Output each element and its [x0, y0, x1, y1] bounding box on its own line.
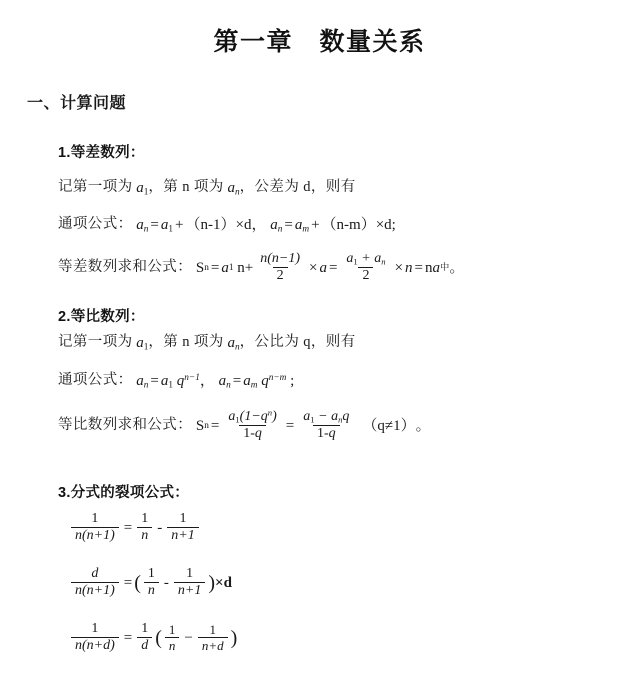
line-arith-general-term	[58, 217, 396, 234]
arith-sum-label: 等差数列求和公式：	[58, 258, 193, 275]
geo-sum-formula: S n = $\frac{a_1(1-q^n)}{1-q}$ = $\frac{a_1 - a_nq}{1-q}$ （q≠1） 。	[195, 407, 431, 442]
subheading-geometric-sequence: 2.等比数列：	[58, 309, 145, 325]
symbol-a-nth: $a_n$	[227, 180, 240, 198]
symbol-a-nth-geo: $a_n$	[227, 335, 240, 353]
pf3-right-paren: )	[230, 626, 238, 649]
formula-partial-fraction-2	[68, 567, 232, 599]
pf2-lhs-fraction: $\frac{d}{n(n+1)}$	[71, 567, 119, 599]
subheading-arithmetic-sequence: 1.等差数列：	[58, 145, 145, 161]
geo-definition-tail-1: ，第 n 项为	[148, 334, 224, 351]
fraction-a1-minus-anq-over-1-minus-q: $\frac{a_1 - a_nq}{1-q}$	[303, 409, 350, 442]
line-geo-general-term	[58, 373, 294, 390]
symbol-a-first: $a_1$	[136, 180, 149, 198]
pf2-suffix: ×d	[215, 574, 232, 591]
formula-partial-fraction-3	[68, 622, 237, 654]
line-arith-sum	[58, 252, 464, 284]
geo-definition-tail-2: ，公比为 q，则有	[239, 334, 356, 351]
arith-definition-tail-2: ，公差为 d，则有	[239, 179, 356, 196]
geo-general-term-label: 通项公式：	[58, 372, 133, 389]
pf1-lhs-fraction: $\frac{1}{n(n+1)}$	[71, 512, 119, 544]
pf3-term1-fraction: $\frac{1}{n}$	[165, 623, 180, 653]
geo-sum-label: 等比数列求和公式：	[58, 416, 193, 433]
line-geo-sum	[58, 407, 431, 442]
arith-definition-tail-1: ，第 n 项为	[148, 179, 224, 196]
pf1-minus: -	[157, 519, 163, 536]
pf2-left-paren: (	[134, 571, 141, 594]
pf2-minus: -	[163, 574, 169, 591]
pf3-minus: −	[184, 629, 193, 646]
pf2-term2-fraction: $\frac{1}{n+1}$	[174, 567, 205, 599]
pf2-equals: =	[123, 574, 133, 591]
pf3-equals: =	[123, 629, 133, 646]
pf3-left-paren: (	[155, 626, 162, 649]
arith-definition-label: 记第一项为	[58, 179, 133, 196]
arith-general-term-label: 通项公式：	[58, 216, 133, 233]
formula-partial-fraction-1	[68, 512, 202, 544]
page-title: 第一章 数量关系	[213, 29, 426, 56]
pf1-term1-fraction: $\frac{1}{n}$	[137, 512, 152, 544]
pf3-coefficient-fraction: $\frac{1}{d}$	[137, 622, 152, 654]
section-heading-calculation: 一、计算问题	[27, 95, 127, 112]
symbol-a-first-geo: $a_1$	[136, 335, 149, 353]
pf3-lhs-fraction: $\frac{1}{n(n+d)}$	[71, 622, 119, 654]
fraction-a1-1-minus-qn-over-1-minus-q: $\frac{a_1(1-q^n)}{1-q}$	[228, 407, 277, 442]
pf1-lhs-denominator: n(n+1)	[71, 527, 119, 543]
arith-sum-formula: S n = a 1 n+ $\frac{n(n-1)}{2}$ × a = $\frac{a_1 + a_n}{2}$ × n = n a 中 。	[195, 251, 465, 284]
arith-general-term-formula: $a_n = a_1 + (n-1)\times d$， $a_n = a_m + (n-m)\times d$;	[136, 217, 396, 235]
geo-sum-condition: （q≠1）	[362, 417, 416, 434]
geo-general-term-formula: $a_n = a_1$ $q^{n-1}$， $a_n = a_m$ $q^{n-m}$ ;	[136, 373, 295, 391]
pf1-term2-fraction: $\frac{1}{n+1}$	[167, 512, 198, 544]
line-geo-definition	[58, 335, 356, 352]
pf3-lhs-denominator: n(n+d)	[71, 637, 119, 653]
pf3-term2-fraction: $\frac{1}{n+d}$	[198, 623, 228, 653]
geo-sum-period: 。	[415, 417, 431, 434]
geo-definition-label: 记第一项为	[58, 334, 133, 351]
subheading-partial-fractions: 3.分式的裂项公式：	[58, 485, 190, 501]
line-arith-definition	[58, 180, 356, 197]
pf2-lhs-denominator: n(n+1)	[71, 582, 119, 598]
fraction-a1-plus-an-over-2: $\frac{a_1 + a_n}{2}$	[346, 251, 386, 284]
fraction-n-n-minus-1-over-2: $\frac{n(n-1)}{2}$	[260, 251, 300, 284]
pf2-right-paren: )	[208, 571, 216, 594]
pf1-equals: =	[123, 519, 133, 536]
pf2-term1-fraction: $\frac{1}{n}$	[144, 567, 159, 599]
